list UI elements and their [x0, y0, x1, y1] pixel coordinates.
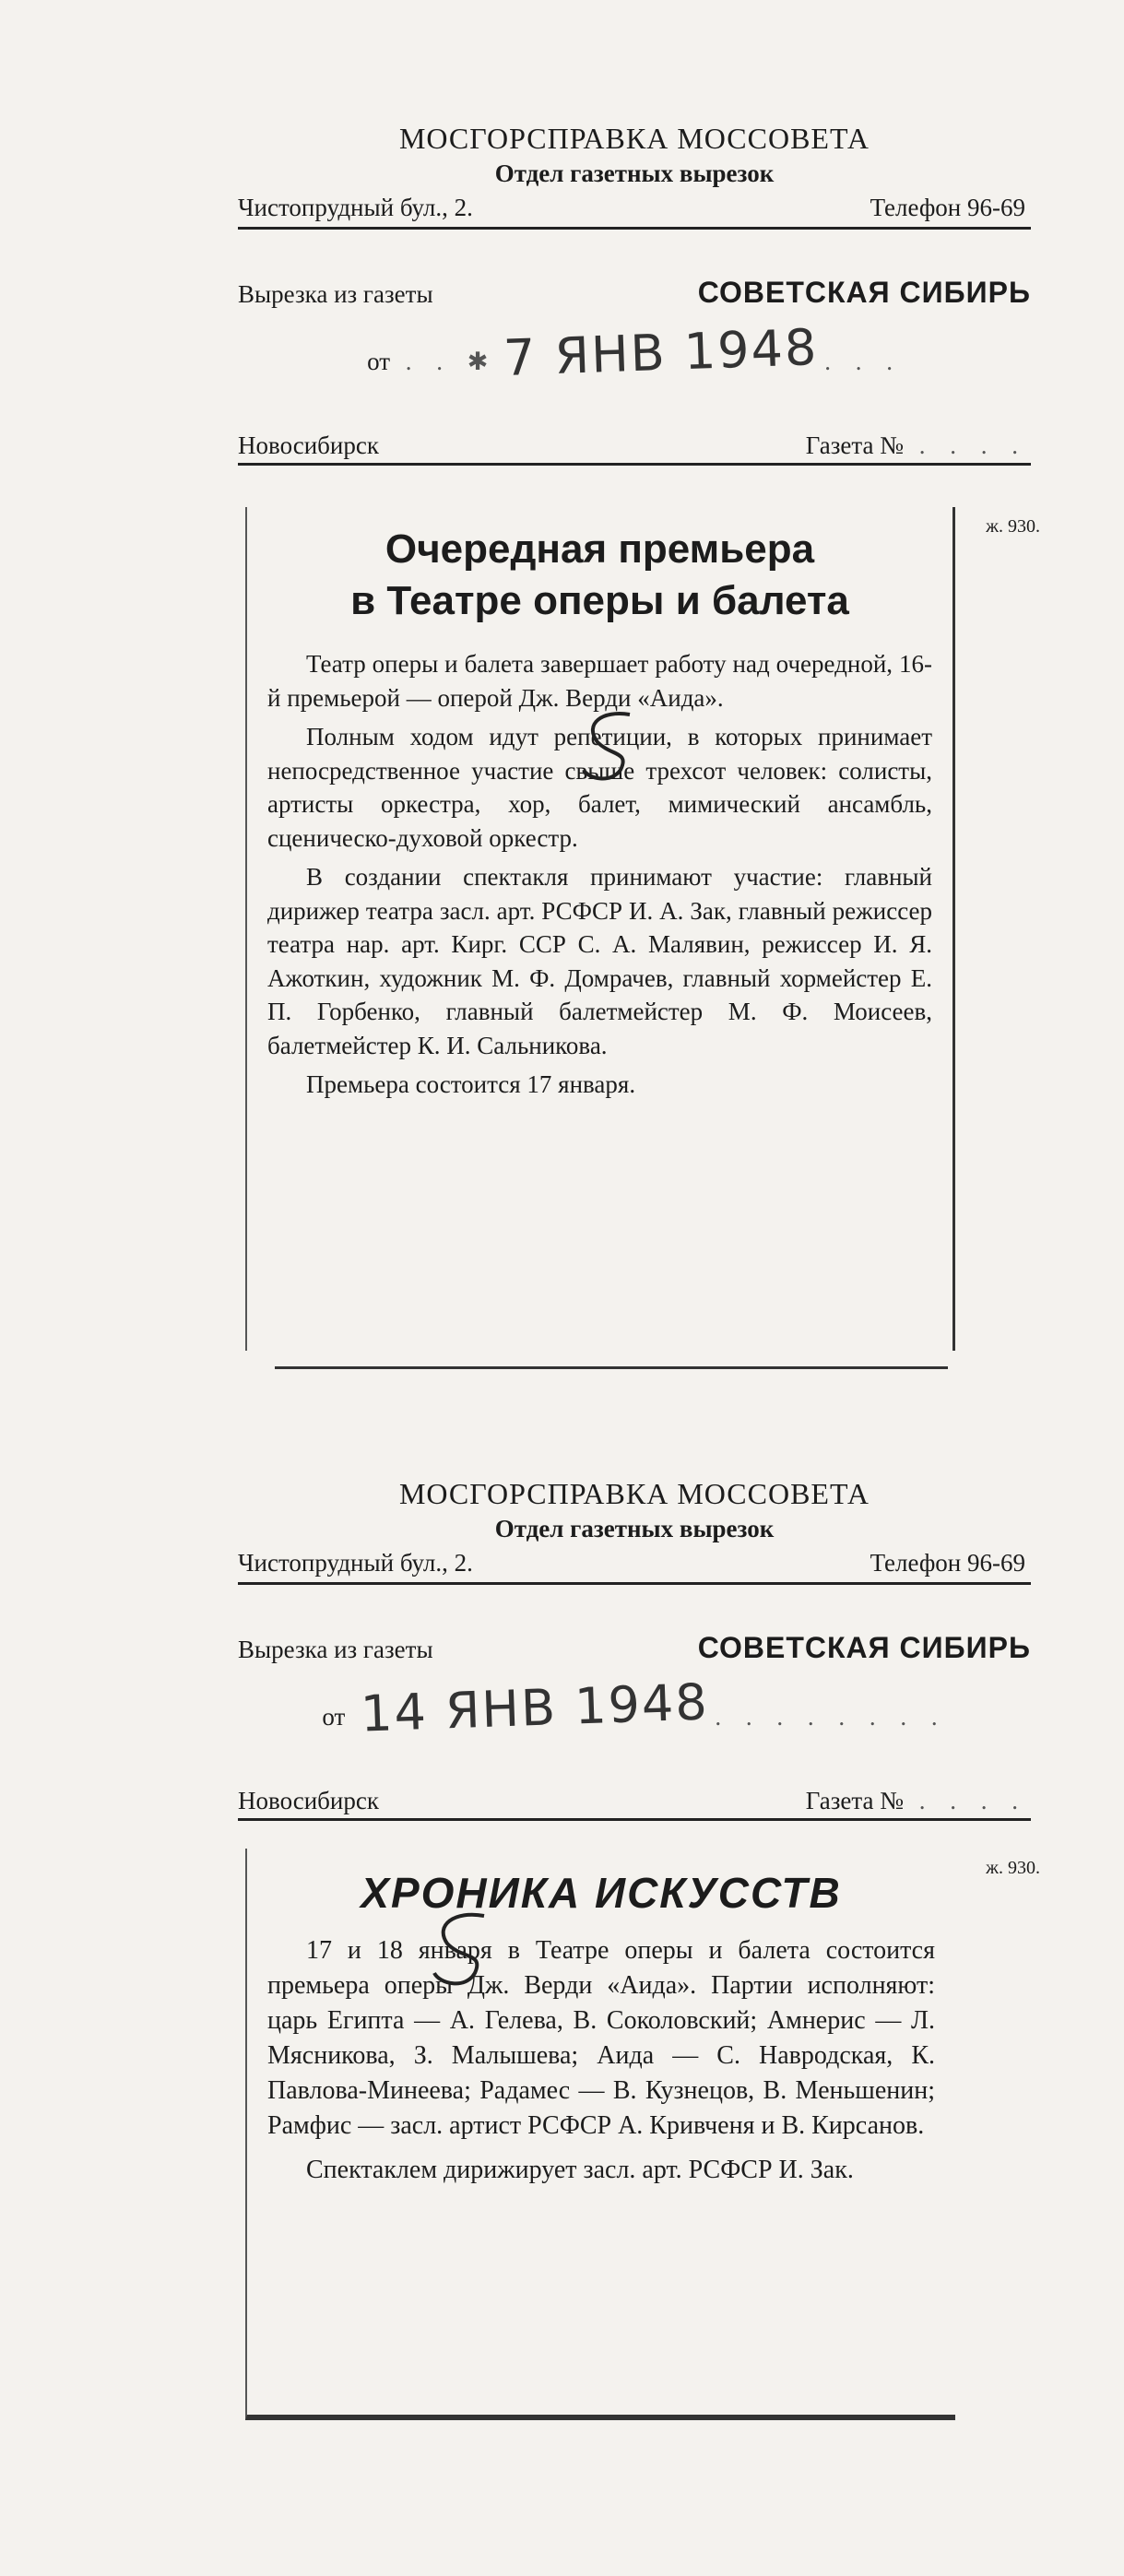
issue-label: Газета № . . . .: [805, 1787, 1027, 1814]
clip-from-label: Вырезка из газеты: [238, 280, 433, 308]
leader-dots: . . . . . . . .: [715, 1703, 947, 1731]
headline-line-2: в Театре оперы и балета: [350, 578, 849, 623]
divider: [275, 1366, 948, 1369]
article-paragraph: 17 и 18 января в Театре оперы и балета состоится премьера оперы Дж. Верди «Аида». Партии исполняют: царь Египта — А. Гелева, В. Соколовский; Амнерис — Л. Мясникова, З. Малышева; Аида — С. Навродская, К. Павлова-Минеева; Радамес — В. Кузнецов, В. Меньшенин; Рамфис — засл. артист РСФСР А. Кривченя и В. Кирсанов.: [267, 1936, 935, 2140]
article-paragraph: Полным ходом идут репетиции, в которых принимает непосредственное участие свыше трехсот человек: солисты, артисты оркестра, хор, балет, мимический ансамбль, сценическо-духовой оркестр.: [267, 723, 932, 852]
newspaper-clipping: [245, 507, 955, 1351]
date-stamp: 7 ЯНВ 1948: [503, 318, 820, 387]
city-row: [238, 428, 1031, 466]
leader-dots: . . ✱: [405, 348, 498, 375]
newspaper-row: [238, 274, 1031, 313]
city-name: Новосибирск: [238, 1787, 379, 1814]
service-phone: Телефон 96-69: [870, 1549, 1025, 1577]
newspaper-name: СОВЕТСКАЯ СИБИРЬ: [697, 1631, 1031, 1664]
clipping-card-2: [238, 1475, 1040, 2434]
leader-dots: . . .: [824, 348, 902, 375]
service-department: Отдел газетных вырезок: [494, 1515, 775, 1542]
date-row: [238, 1672, 1031, 1744]
service-phone: Телефон 96-69: [870, 194, 1025, 221]
article-paragraph: В создании спектакля принимают участие: главный дирижер театра засл. арт. РСФСР И. А. Зак, главный режиссер театра нар. арт. Кирг. ССР С. А. Малявин, режиссер И. Я. Ажоткин, художник М. Ф. Домрачев, главный хормейстер Е. П. Горбенко, главный балетмейстер М. Ф. Моисеев, балетмейстер К. И. Сальникова.: [267, 863, 932, 1059]
service-address-row: [238, 190, 1031, 230]
date-label: от: [367, 348, 391, 375]
clip-from-label: Вырезка из газеты: [238, 1636, 433, 1663]
city-name: Новосибирск: [238, 431, 379, 459]
newspaper-name: СОВЕТСКАЯ СИБИРЬ: [697, 276, 1031, 309]
headline-line-1: Очередная премьера: [385, 526, 815, 572]
handwritten-mark-icon: [565, 705, 648, 788]
article-paragraph: Спектаклем дирижирует засл. арт. РСФСР И. Зак.: [306, 2156, 854, 2184]
date-row: [238, 318, 1031, 389]
clipping-card-1: [238, 120, 1040, 1392]
date-label: от: [322, 1703, 346, 1731]
service-org-title: МОСГОРСПРАВКА МОССОВЕТА: [398, 1477, 870, 1510]
service-department: Отдел газетных вырезок: [494, 160, 775, 187]
service-address: Чистопрудный бул., 2.: [238, 1549, 473, 1577]
handwritten-mark-icon: [418, 1908, 501, 1991]
catalog-code: ж. 930.: [986, 1858, 1040, 1878]
newspaper-clipping: [245, 1849, 955, 2420]
article-paragraph: Премьера состоится 17 января.: [306, 1070, 636, 1098]
newspaper-row: [238, 1629, 1031, 1668]
service-address-row: [238, 1545, 1031, 1585]
service-address: Чистопрудный бул., 2.: [238, 194, 473, 221]
article-paragraph: Театр оперы и балета завершает работу над очередной, 16-й премьерой — оперой Дж. Верди «Аида».: [267, 650, 932, 712]
date-stamp: 14 ЯНВ 1948: [360, 1672, 710, 1743]
article-headline: ХРОНИКА ИСКУССТВ: [361, 1869, 842, 1917]
article-headline: [267, 524, 932, 627]
catalog-code: ж. 930.: [986, 516, 1040, 537]
service-org-title: МОСГОРСПРАВКА МОССОВЕТА: [398, 122, 870, 155]
city-row: [238, 1783, 1031, 1821]
issue-label: Газета № . . . .: [805, 431, 1027, 459]
